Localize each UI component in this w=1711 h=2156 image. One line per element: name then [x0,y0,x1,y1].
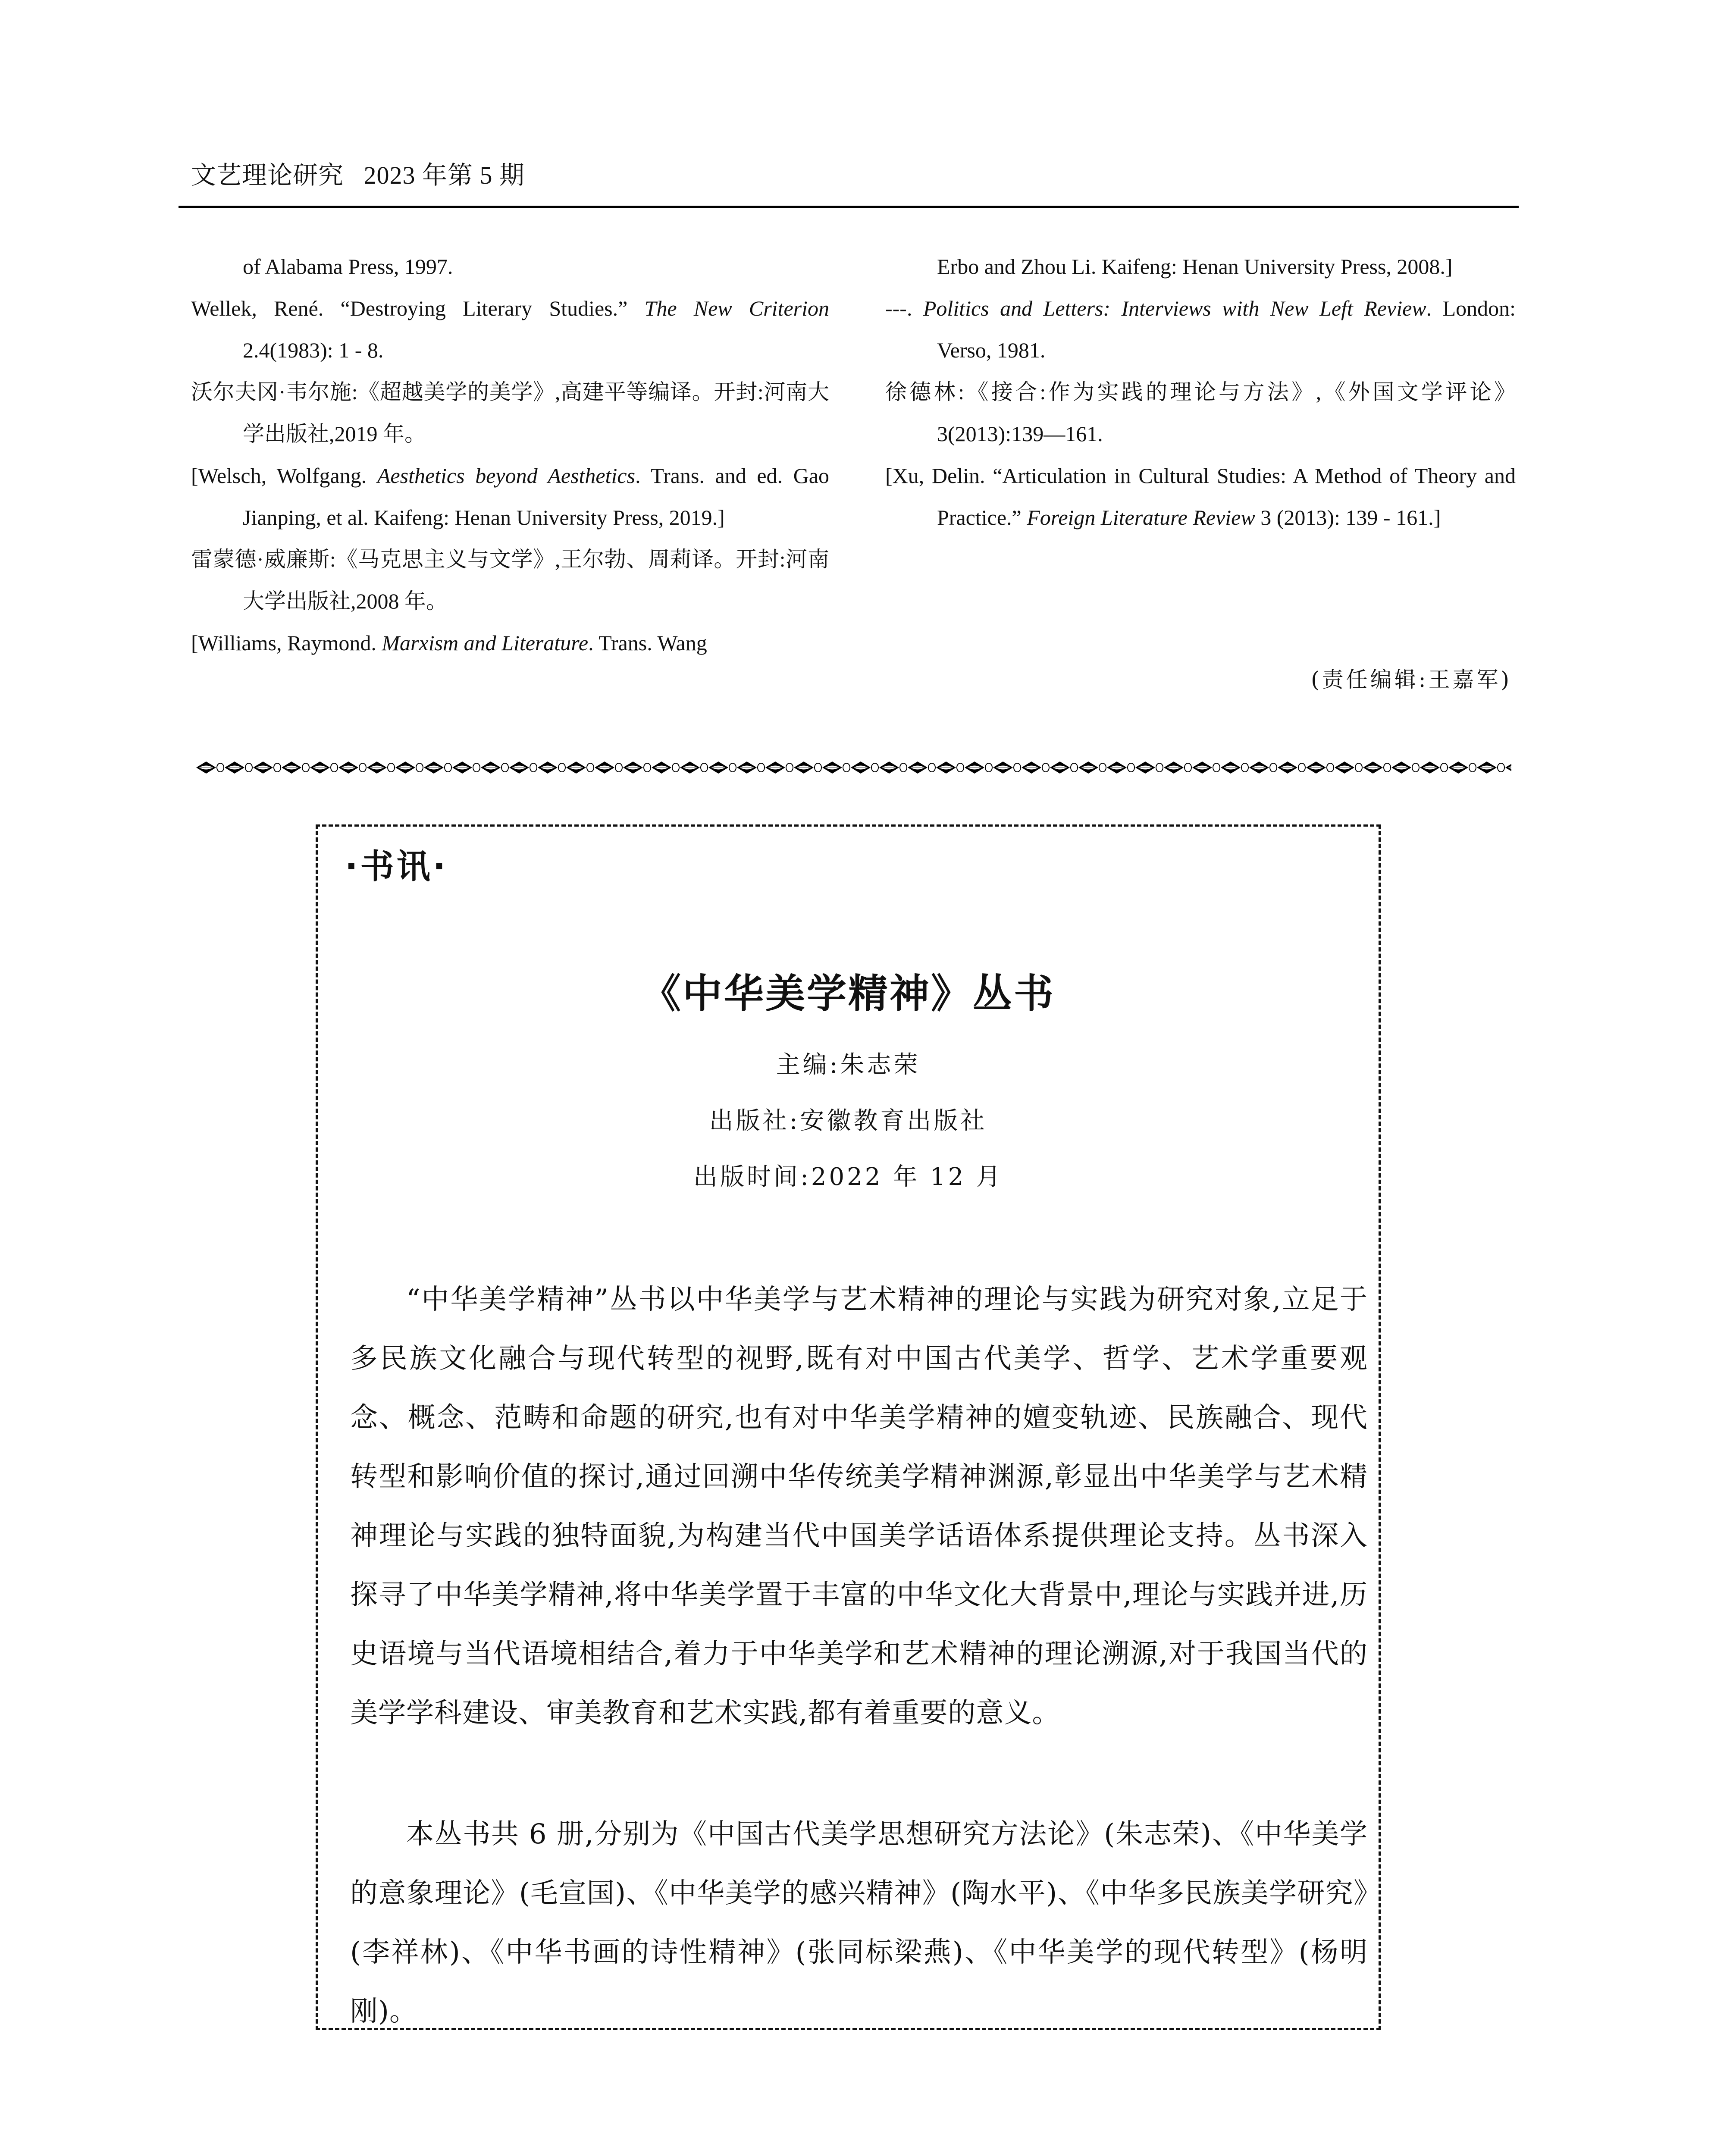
ornament-oval [928,763,935,772]
responsible-editor-note: (责任编辑:王嘉军) [1311,667,1512,692]
ornament-oval [274,763,281,772]
ornament-oval [1384,763,1391,772]
ornament-oval [729,763,736,772]
ornament-oval [1498,763,1504,772]
ornament-oval [473,763,480,772]
reference-text: 沃尔夫冈·韦尔施:《超越美学的美学》,高建平等编译。开封:河南大学出版社,2019 年。 [191,380,829,446]
ornament-oval [644,763,651,772]
ornament-oval [1099,763,1106,772]
reference-title-italic: Aesthetics beyond Aesthetics [377,464,636,488]
ornament-oval [1469,763,1476,772]
reference-title-italic: Politics and Letters: Interviews with New Left Review [923,296,1426,320]
book-series-title: 《中华美学精神》丛书 [641,971,1055,1017]
ornament-oval [786,763,793,772]
ornament-oval [331,763,338,772]
reference-entry [191,455,829,539]
ornament-oval [815,763,821,772]
header-rule [179,206,1519,208]
reference-text: [Williams, Raymond. [191,631,382,655]
reference-entry [885,246,1516,288]
running-header [191,160,525,191]
ornament-oval [217,763,224,772]
ornament-oval [245,763,252,772]
ornament-oval [1185,763,1191,772]
reference-text: 徐德林:《接合:作为实践的理论与方法》,《外国文学评论》3(2013):139—161. [885,380,1516,446]
ornament-oval [985,763,992,772]
reference-title-italic: The New Criterion [644,296,829,320]
publisher-line: 出版社:安徽教育出版社 [709,1107,987,1135]
reference-entry [191,371,829,455]
reference-text: . Trans. and ed. Gao Jianping, et al. Kaifeng: Henan University Press, 2019.] [243,464,829,530]
ornament-oval [1355,763,1362,772]
ornament-oval [1213,763,1220,772]
reference-entry [885,455,1516,539]
ornament-oval [701,763,708,772]
ornament-oval [359,763,366,772]
ornament-oval [1128,763,1134,772]
ornament-oval [445,763,451,772]
ornament-oval [558,763,565,772]
publication-date-line: 出版时间:2022 年 12 月 [693,1163,1003,1191]
ornament-oval [957,763,964,772]
chief-editor-line: 主编:朱志荣 [776,1051,921,1079]
reference-text: of Alabama Press, 1997. [243,254,453,279]
notice-paragraph: “中华美学精神”丛书以中华美学与艺术精神的理论与实践为研究对象,立足于多民族文化融合与现代转型的视野,既有对中国古代美学、哲学、艺术学重要观念、概念、范畴和命题的研究,也有对中华美学精神的嬗变轨迹、民族融合、现代转型和影响价值的探讨,通过回溯中华传统美学精神渊源,彰显出中华美学与艺术精神理论与实践的独特面貌,为构建当代中国美学话语体系提供理论支持。丛书深入探寻了中华美学精神,将中华美学置于丰富的中华文化大背景中,理论与实践并进,历史语境与当代语境相结合,着力于中华美学和艺术精神的理论溯源,对于我国当代的美学学科建设、审美教育和艺术实践,都有着重要的意义。 [350,1284,1368,1729]
ornament-oval [416,763,423,772]
section-tag: ·书讯· [345,847,448,886]
ornament-oval [1042,763,1049,772]
reference-text: 3 (2013): 139 - 161.] [1255,505,1441,530]
reference-title-italic: Marxism and Literature [382,631,589,655]
ornament-oval [587,763,594,772]
reference-text: 雷蒙德·威廉斯:《马克思主义与文学》,王尔勃、周莉译。开封:河南大学出版社,2008 年。 [191,547,829,613]
ornament-oval [530,763,537,772]
ornament-oval [1412,763,1419,772]
reference-text: ---. [885,296,923,320]
reference-text: . London: Verso, 1981. [937,296,1516,362]
reference-entry [885,288,1516,371]
ornament-oval [758,763,765,772]
ornament-oval [1270,763,1277,772]
ornament-oval [1014,763,1021,772]
reference-text: [Xu, Delin. “Articulation in Cultural Studies: A Method of Theory and Practice.” [885,464,1516,530]
ornament-oval [615,763,622,772]
ornament-oval [1327,763,1334,772]
reference-title-italic: Foreign Literature Review [1027,505,1255,530]
ornamental-divider [188,760,1511,775]
ornament-oval [900,763,907,772]
references-left-column [191,246,829,664]
ornament-oval [1156,763,1163,772]
references-right-column [885,246,1516,539]
ornament-oval [1441,763,1448,772]
issue-label: 2023 年第 5 期 [364,161,525,189]
reference-entry [191,622,829,664]
ornament-oval [843,763,850,772]
reference-text: . Trans. Wang [588,631,707,655]
journal-name: 文艺理论研究 [191,161,344,189]
reference-text: Erbo and Zhou Li. Kaifeng: Henan University Press, 2008.] [937,254,1453,279]
ornament-oval [388,763,395,772]
ornament-oval [1298,763,1305,772]
ornament-oval [302,763,309,772]
reference-text: [Welsch, Wolfgang. [191,464,377,488]
ornament-oval [672,763,679,772]
notice-paragraph: 本丛书共 6 册,分别为《中国古代美学思想研究方法论》(朱志荣)、《中华美学的意象理论》(毛宣国)、《中华美学的感兴精神》(陶水平)、《中华多民族美学研究》(李祥林)、《中华书画的诗性精神》(张同标梁燕)、《中华美学的现代转型》(杨明刚)。 [350,1818,1368,2028]
ornament-oval [501,763,508,772]
ornament-oval [1071,763,1078,772]
reference-text: Wellek, René. “Destroying Literary Studies.” [191,296,645,320]
reference-entry [885,371,1516,455]
ornament-oval [1241,763,1248,772]
reference-text: 2.4(1983): 1 - 8. [243,338,384,362]
ornament-oval [871,763,878,772]
reference-entry [191,539,829,622]
reference-entry [191,246,829,288]
reference-entry [191,288,829,371]
